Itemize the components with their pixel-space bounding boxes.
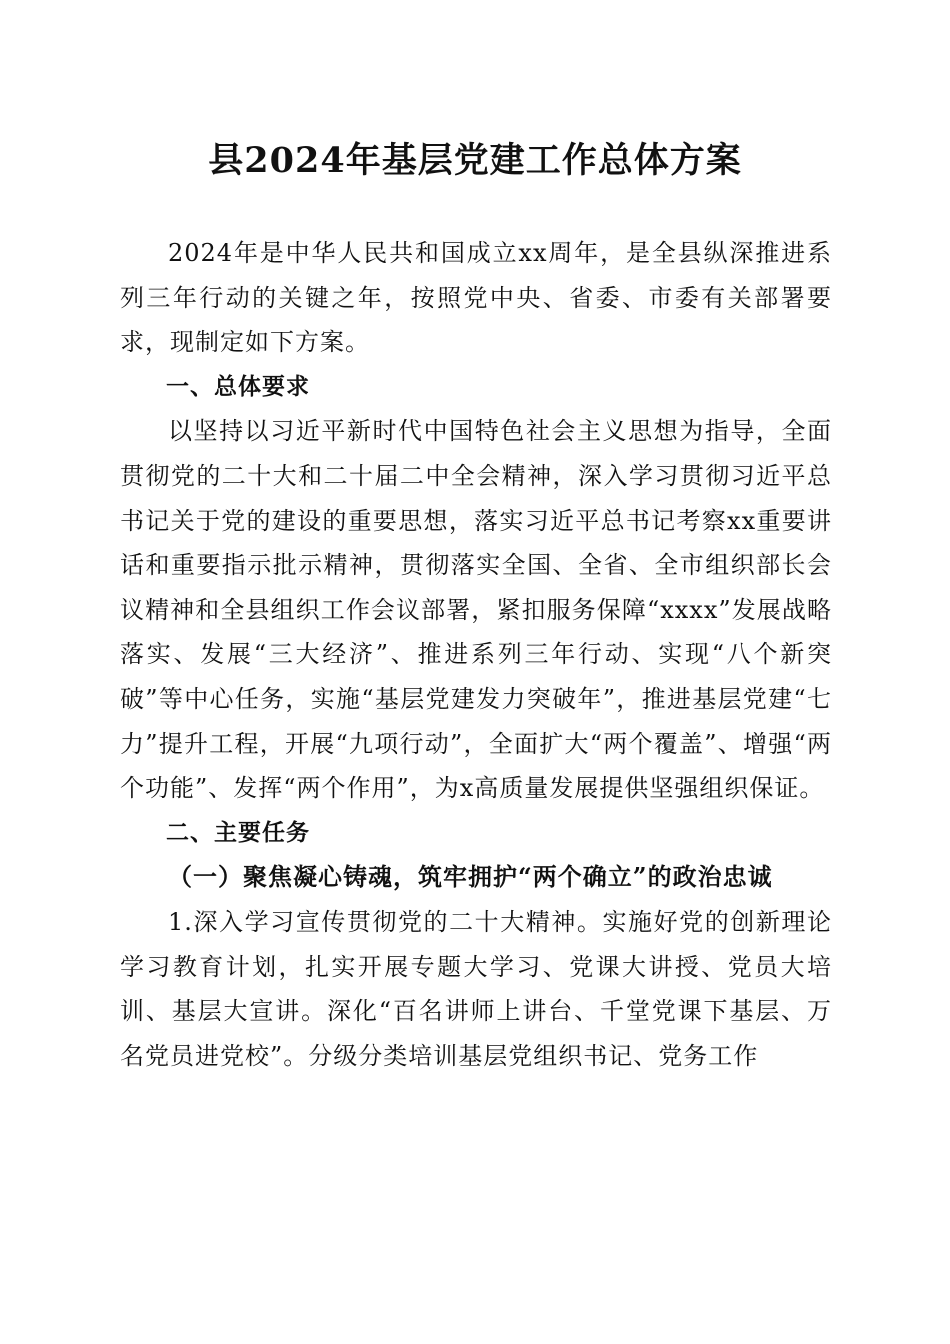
document-body <box>120 231 832 1078</box>
section-heading-main-tasks: 二、主要任务 <box>166 819 310 846</box>
section-heading-general-requirements: 一、总体要求 <box>166 373 310 400</box>
general-requirements-paragraph: 以坚持以习近平新时代中国特色社会主义思想为指导，全面贯彻党的二十大和二十届二中全会精神，深入学习贯彻习近平总书记关于党的建设的重要思想，落实习近平总书记考察xx重要讲话和重要指示批示精神，贯彻落实全国、全省、全市组织部长会议精神和全县组织工作会议部署，紧扣服务保障“xxxx”发展战略落实、发展“三大经济”、推进系列三年行动、实现“八个新突破”等中心任务，实施“基层党建发力突破年”，推进基层党建“七力”提升工程，开展“九项行动”，全面扩大“两个覆盖”、增强“两个功能”、发挥“两个作用”，为x高质量发展提供坚强组织保证。 <box>120 417 832 803</box>
document-title: 县2024年基层党建工作总体方案 <box>208 140 742 181</box>
intro-paragraph: 2024年是中华人民共和国成立xx周年，是全县纵深推进系列三年行动的关键之年，按照党中央、省委、市委有关部署要求，现制定如下方案。 <box>120 239 832 357</box>
subsection-heading-1: （一）聚焦凝心铸魂，筑牢拥护“两个确立”的政治忠诚 <box>168 862 773 892</box>
main-tasks-paragraph-1: 1.深入学习宣传贯彻党的二十大精神。实施好党的创新理论学习教育计划，扎实开展专题大学习、党课大讲授、党员大培训、基层大宣讲。深化“百名讲师上讲台、千堂党课下基层、万名党员进党校”。分级分类培训基层党组织书记、党务工作 <box>120 907 832 1070</box>
